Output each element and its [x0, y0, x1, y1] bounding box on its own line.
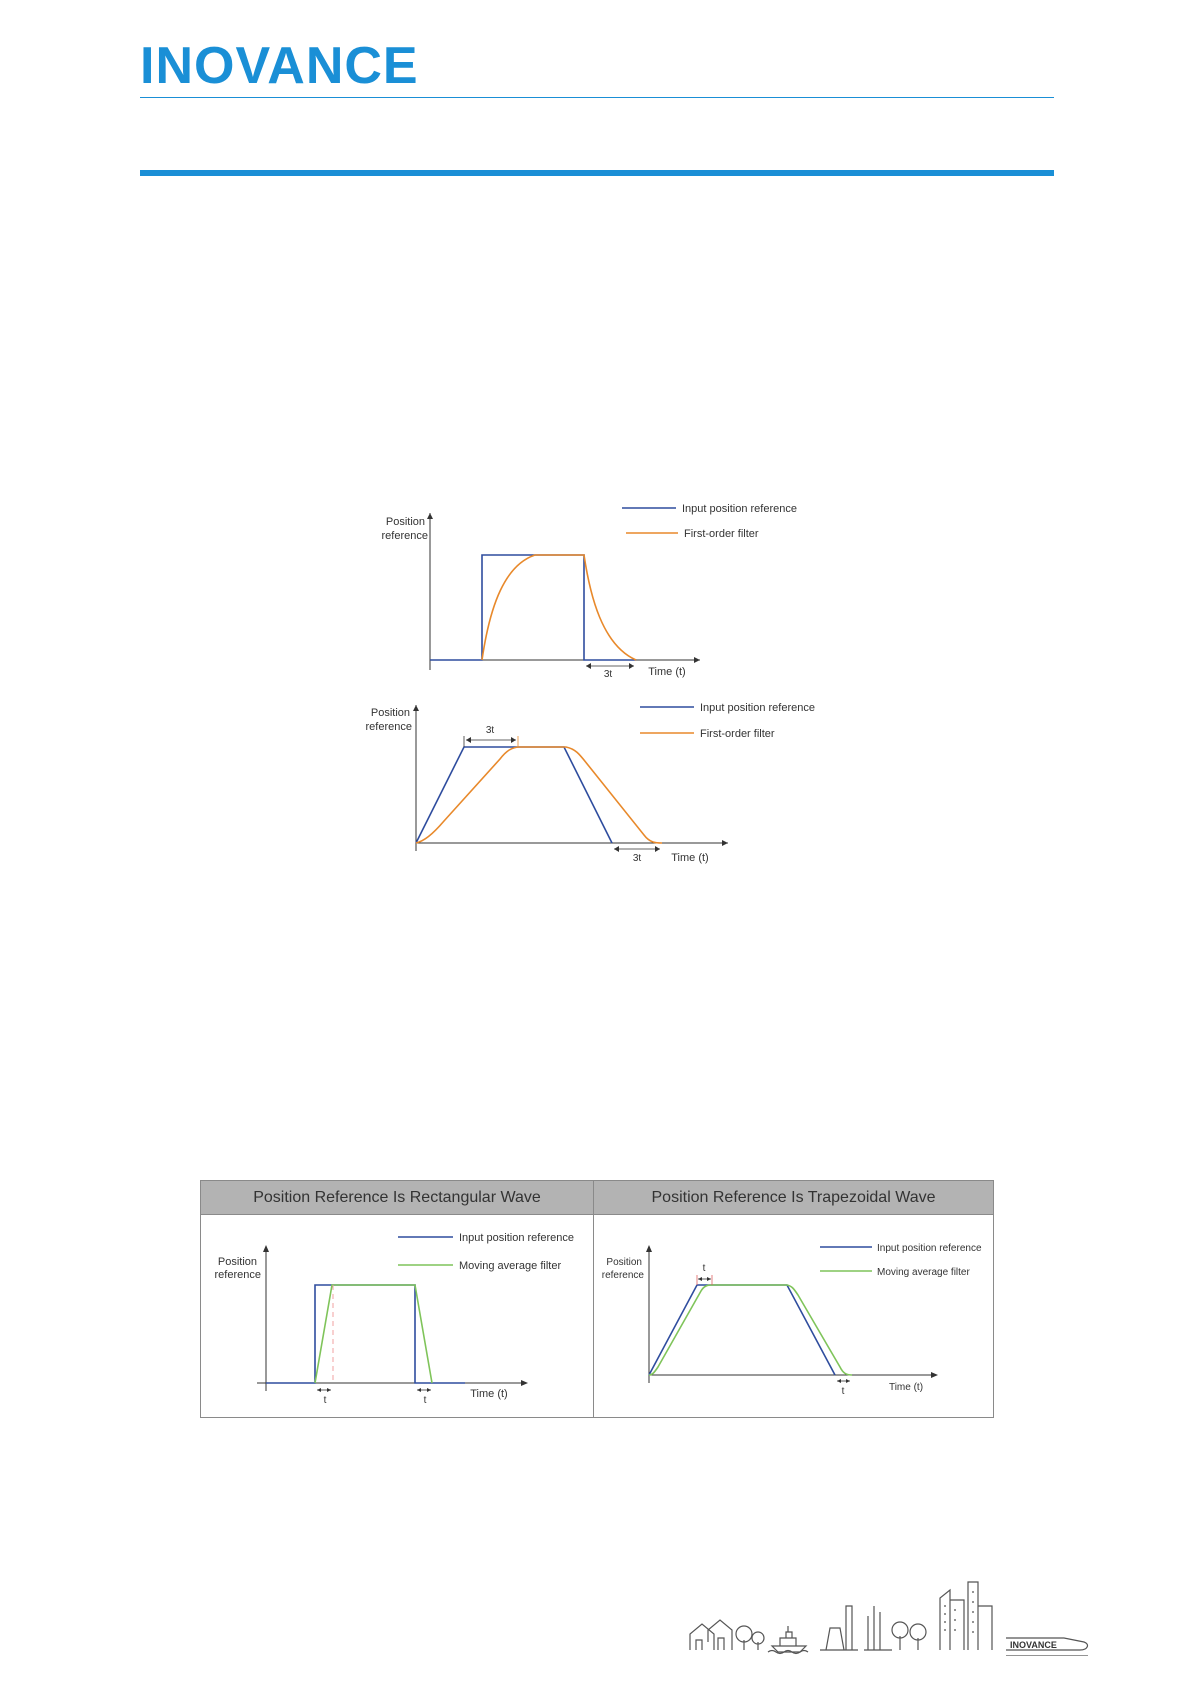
moving-average-line	[649, 1285, 852, 1375]
y-label-line2: reference	[365, 721, 412, 733]
tower-building-icon	[940, 1582, 992, 1650]
legend-filter-label: Moving average filter	[877, 1267, 970, 1278]
input-position-line	[649, 1285, 835, 1375]
footer-logo-text: INOVANCE	[1010, 1640, 1057, 1650]
x-label: Time (t)	[671, 852, 709, 864]
annotation-t-bottom: t	[841, 1386, 845, 1397]
annotation-bottom-3t: 3t	[632, 853, 642, 864]
first-order-filter-curve	[482, 555, 636, 660]
table-header-trapezoidal: Position Reference Is Trapezoidal Wave	[594, 1181, 993, 1215]
annotation-t-left: t	[323, 1395, 327, 1406]
legend-input-label: Input position reference	[700, 702, 815, 714]
annotation-top-3t: 3t	[485, 725, 495, 736]
legend-input-label: Input position reference	[682, 503, 797, 515]
y-label-line2: reference	[381, 530, 428, 542]
trapezoidal-moving-average-chart	[594, 1215, 993, 1417]
legend-input-label: Input position reference	[877, 1243, 982, 1254]
factory-icon	[820, 1606, 858, 1650]
chimney-icon	[864, 1606, 892, 1650]
footer-skyline-graphic	[688, 1576, 1098, 1656]
bottom-trapezoidal-chart	[366, 702, 815, 864]
first-order-filter-figure	[340, 495, 860, 875]
rectangular-moving-average-chart	[201, 1215, 593, 1417]
input-position-line	[430, 555, 636, 660]
legend-filter-label: First-order filter	[700, 728, 775, 740]
tree-icon	[736, 1626, 764, 1650]
input-position-line	[266, 1285, 465, 1383]
y-label-line2: reference	[214, 1269, 261, 1281]
legend-filter-label: Moving average filter	[459, 1260, 562, 1272]
x-label: Time (t)	[888, 1382, 924, 1393]
y-label-line1: Position	[606, 1257, 642, 1268]
trees-icon	[892, 1622, 926, 1650]
first-order-filter-curve	[416, 747, 662, 843]
y-label-line1: Position	[370, 707, 410, 719]
inovance-logo: INOVANCE	[140, 37, 419, 95]
y-label-line2: reference	[601, 1270, 644, 1281]
annotation-t-right: t	[423, 1395, 427, 1406]
moving-average-table	[200, 1180, 994, 1418]
header-divider-thin	[140, 97, 1054, 98]
legend-input-label: Input position reference	[459, 1232, 574, 1244]
input-position-line	[416, 747, 612, 843]
top-rectangular-chart	[382, 503, 797, 680]
x-label: Time (t)	[470, 1388, 508, 1400]
table-header-rectangular: Position Reference Is Rectangular Wave	[201, 1181, 594, 1215]
houses-icon	[690, 1620, 732, 1650]
y-label-line1: Position	[217, 1256, 257, 1268]
header-divider-thick	[140, 170, 1054, 176]
annotation-t-top: t	[702, 1263, 706, 1274]
ship-icon	[772, 1626, 806, 1652]
legend-filter-label: First-order filter	[684, 528, 759, 540]
y-label-line1: Position	[385, 516, 425, 528]
x-label: Time (t)	[648, 666, 686, 678]
annotation-3t: 3t	[603, 669, 613, 680]
